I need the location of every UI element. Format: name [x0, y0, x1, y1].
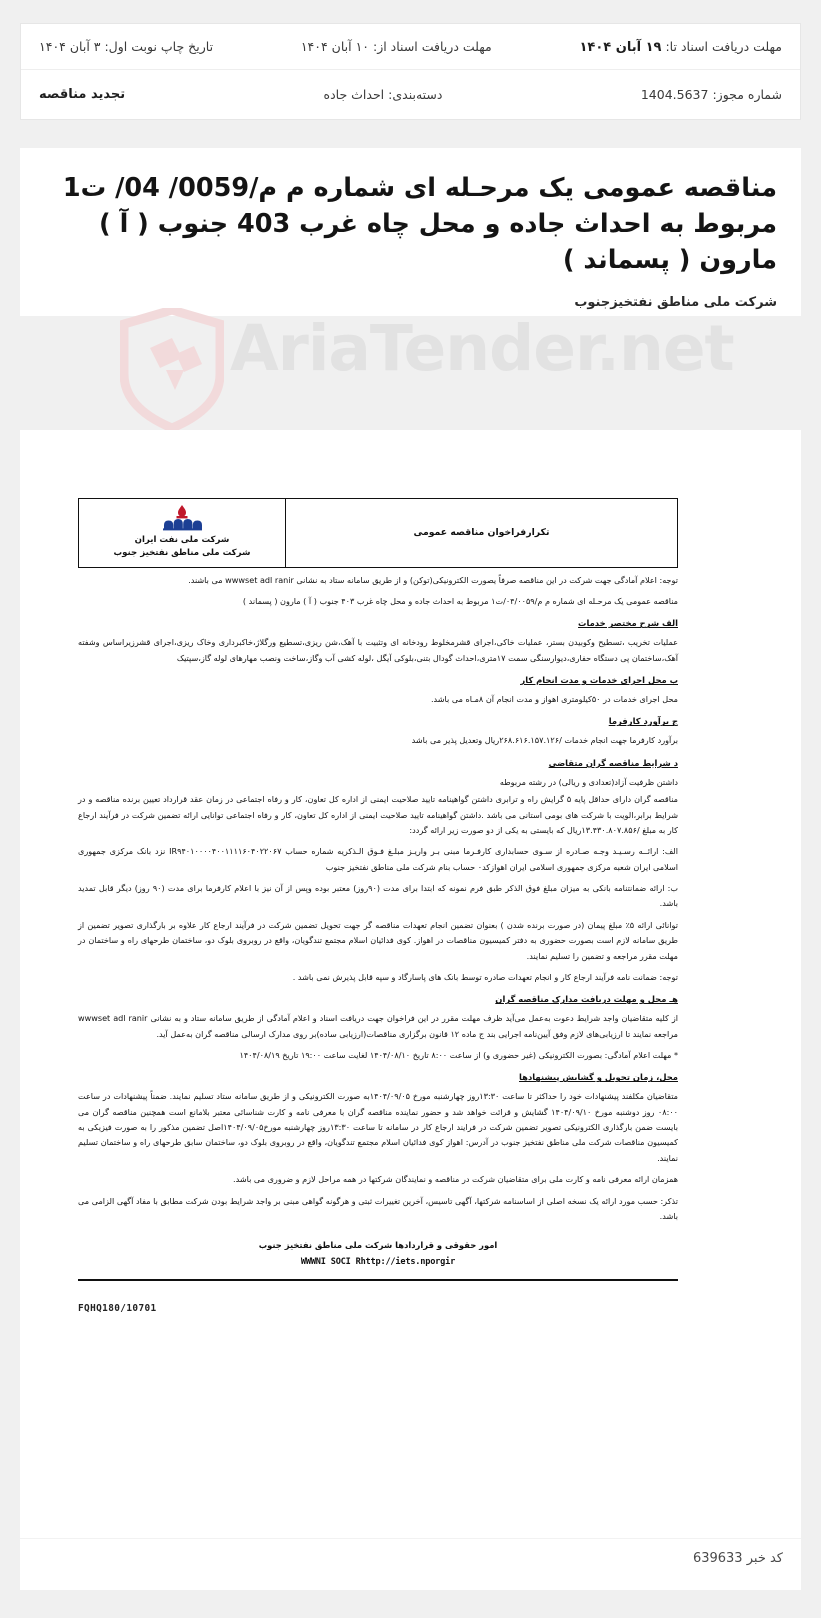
performance-guarantee-text: توانائی ارائه ۵٪ مبلغ پیمان (در صورت برنده شدن ) بعنوان تضمین انجام تعهدات مناقصه گر جهت تحویل تضمین شرکت در فرآیند ارجاع کار علاوه بر بارگذاری تصویر تضمین از طریق سامانه لازم است بصورت حضوری به دفتر کمیسیون مناقصات در اهواز. کوی فدائیان اسلام مجتمع تندگویان، واقع در روبروی بلوک دو، ساختمان طرحهای راه و ساختمان در مهلت مقرر مراجعه و تضمین را تسلیم نمایند.: [78, 919, 678, 961]
readiness-deadline-text: * مهلت اعلام آمادگی: بصورت الکترونیکی (غیر حضوری و) از ساعت ۸:۰۰ تاریخ ۱۴۰۴/۰۸/۱۰ لغایت ساعت ۱۹:۰۰ تاریخ ۱۴۰۴/۰۸/۱۹: [239, 1049, 678, 1060]
guarantee-option-b: ب: ارائه ضمانتنامه بانکی به میزان مبلغ فوق الذکر طبق فرم نمونه که ابتدا برای مدت (۹۰روز) معتبر بوده وپس از آن نیز با اعلام کارفرما برای مدت (۹۰ روز) دیگر قابل تمدید باشد.: [78, 883, 678, 909]
page-title: مناقصه عمومی یک مرحـله ای شماره م م/0059/ 04/ ت1 مربوط به احداث جاده و محل چاه غرب 403 جنوب ( آ ) مارون ( پسماند ): [62, 173, 777, 276]
nioc-logo-icon: [159, 505, 205, 531]
excluded-banks-note: توجه: ضمانت نامه فرآیند ارجاع کار و انجام تعهدات صادره توسط بانک های پاسارگاد و سپه قابل پذیرش نمی باشد .: [292, 971, 678, 982]
company-name-line2: شرکت ملی مناطق نفتخیز جنوب: [113, 548, 251, 559]
print-date-label: تاریخ چاپ نوبت اول:: [104, 39, 214, 54]
documents-invitation-text: از کلیه متقاضیان واجد شرایط دعوت به‌عمل می‌آید ظرف مهلت مقرر در این فراخوان جهت دریافت اسناد و اعلام آمادگی از طریق سامانه ستاد و به نشانی wwwset adl ranir مراجعه نمایند تا ارزیابی‌های لازم وفق آیین‌نامه اجرایی بند ج ماده ۱۲ قانون برگزاری مناقصات(ارزیابی ساده)بر روی مدارک ارسالی مناقصه گران به‌عمل آید.: [78, 1013, 678, 1039]
company-name-line1: شرکت ملی نفت ایران: [134, 535, 230, 545]
docs-until-cell: [579, 39, 782, 55]
tender-subject-line: مناقصه عمومی یک مرحـله ای شماره م م/۰۴/۰۰۵۹/ت۱ مربوط به احداث جاده و محل چاه غرب ۴۰۳ جنوب ( آ ) مارون ( پسماند ): [242, 596, 678, 606]
ariatender-watermark: [110, 306, 734, 418]
condition-free-capacity: داشتن ظرفیت آزاد(تعدادی و ریالی) در رشته مربوطه: [499, 776, 678, 787]
section-heading-services: الف شرح مختصر خدمات: [578, 618, 678, 629]
docs-until-label: مهلت دریافت اسناد تا:: [665, 38, 782, 54]
title-block: [20, 148, 801, 316]
news-code-label: کد خبر: [746, 1551, 783, 1566]
category-value[interactable]: احداث جاده: [323, 87, 385, 102]
docs-until-value: ۱۹ آبان ۱۴۰۴: [579, 39, 662, 55]
guarantee-option-a: الف: ارائــه رسـیـد وجـه صـادره از سـوی حسابداری کارفـرما مبنی بـر واریـز مبلـغ فـوق الـذکریه شماره حساب IR۹۴۰۱۰۰۰۰۴۰۰۱۱۱۱۶۰۴۰۲۲۰۶۷ نزد بانک مرکزی جمهوری اسلامی ایران شعبه مرکزی جمهوری اسلامی ایران اهوازکد۰ حساب بنام شرکت ملی مناطق نفتخیز جنوب: [78, 846, 678, 872]
category-label: دسته‌بندی:: [388, 87, 443, 102]
section-heading-estimate: ج برآورد کارفرما: [608, 716, 678, 727]
id-card-requirement-text: همزمان ارائه معرفی نامه و کارت ملی برای متقاضیان شرکت در مناقصه و نمایندگان شرکتها در همه مراحل لازم و ضروری می باشد.: [233, 1174, 678, 1185]
permit-cell: [641, 87, 782, 102]
news-code: [693, 1551, 783, 1566]
tender-meta-card: [20, 23, 801, 120]
document-header-table: [78, 498, 678, 568]
permit-label: شماره مجوز:: [712, 87, 782, 102]
section-heading-location: ب محل اجرای خدمات و مدت انجام کار: [520, 675, 678, 686]
print-date-cell: [39, 39, 213, 54]
signature-department: امور حقوقی و قراردادها شرکت ملی مناطق نفتخیز جنوب: [258, 1240, 498, 1251]
electronic-participation-note: توجه: اعلام آمادگی جهت شرکت در این مناقصه صرفاً یصورت الکترونیکی(توکن) و از طریق سامانه ستاد به نشانی wwwset adl ranir می باشند.: [188, 574, 678, 585]
meta-row-category: [21, 70, 800, 119]
docs-from-label: مهلت دریافت اسناد از:: [372, 39, 492, 54]
meta-row-dates: [21, 24, 800, 70]
section-heading-documents: هـ محل و مهلت دریافت مدارک مناقصه گران: [495, 994, 678, 1005]
section-estimate-text: برآورد کارفرما جهت انجام خدمات /۲۶۸.۶۱۶.۱۵۷.۱۲۶ریال وتعدیل پذیر می باشد: [411, 735, 678, 746]
print-date-value: ۳ آبان ۱۴۰۴: [39, 39, 101, 54]
section-location-text: محل اجرای خدمات در ۵۰کیلومتری اهواز و مدت انجام آن ۸مـاه می باشد.: [430, 694, 678, 705]
section-heading-conditions: د شرایط مناقصه گران متقاضی: [548, 757, 678, 768]
submission-details-text: متقاضیان مکلفند پیشنهادات خود را حداکثر تا ساعت ۱۳:۳۰روز چهارشنبه مورخ ۱۴۰۴/۰۹/۰۵به صورت الکترونیکی و از طریق سامانه ستاد تسلیم نمایند. ضمناً پیشنهادات در ساعت ۰۸:۰۰ روز دوشنبه مورخ ۱۴۰۴/۰۹/۱۰ گشایش و قرائت خواهد شد و حضور نماینده مناقصه گران با معرفی نامه و کارت شناسائی معتبر بلامانع است همچنین مناقصه گران می بایست ضمن بارگذاری الکترونیکی تصویر تضمین شرکت در فرایند ارجاع کار در سامانه تا ساعت ۱۳:۳۰روز چهارشنبه مورخ۱۴۰۴/۰۹/۰۵اصل تضمین مذکور را به صورت فیزیکی به کمیسیون مناقصات شرکت ملی مناطق نفتخیز جنوب در آدرس: اهواز کوی فدائیان اسلام مجتمع تندگویان، واقع در روبروی بلوک دو، ساختمان سابق طرحهای راه و ساختمان تسلیم نمایند.: [78, 1091, 679, 1163]
docs-from-value: ۱۰ آبان ۱۴۰۴: [300, 39, 369, 54]
organization-name: شرکت ملی مناطق نفتخیزجنوب: [574, 294, 777, 310]
watermark-brand-main: AriaTender: [230, 312, 597, 385]
signature-url[interactable]: WWWNI SOCI Rhttp://iets.nporgir: [300, 1257, 456, 1268]
shield-logo-icon: [120, 308, 224, 430]
condition-qualification: مناقصه گران دارای حداقل پایه ۵ گرایش راه و ترابری داشتن گواهینامه تایید صلاحیت ایمنی از اداره کل تعاون، کار و رفاه اجتماعی در زمان عقد قرارداد تعیین برنده مناقصه و در شرایط برابر،الویت با شرکت های بومی استانی می باشد .داشتن گواهینامه تایید صلاحیت ایمنی از اداره کل تعاون، کار و رفاه اجتماعی توانایی ارائه تضمین شرکت در فرآیند ارجاع کار به مبلغ /۱۳.۴۳۰.۸۰۷.۸۵۶ریال که بایستی به یکی از دو صورت زیر ارائه گردد:: [78, 794, 678, 835]
signature-block: [78, 1238, 678, 1270]
permit-value: 1404.5637: [640, 87, 709, 102]
watermark-brand-suffix: .net: [596, 312, 734, 385]
header-title-cell: [286, 499, 678, 568]
docs-from-cell: [301, 39, 492, 54]
section-services-text: عملیات تخریب ،تسطیح وکوبیدن بستر، عملیات خاکی،اجرای قشرمخلوط رودخانه ای وتثبیت با آهک،شن ریزی،تسطیع ورگلاژ،خاکبرداری وخاک ریزی،اجرای قشرزیراساس وشفته آهک،ساختمان پی دستگاه حفاری،دیوارسنگی سمت ۱۷متری،احداث گودال بتنی،بلوکی آیگل ،لوله کشی آب وگاز،ساخت ونصب مهارهای لوله گاز،سپتیک: [78, 637, 678, 663]
header-logo-cell: [79, 499, 286, 568]
news-code-value: 639633: [692, 1551, 743, 1566]
document-bottom-rule: [78, 1279, 678, 1281]
category-cell[interactable]: [324, 87, 443, 102]
scanned-document-sheet: [20, 430, 801, 1538]
section-heading-submission: محل، زمان تحویل و گشایش پیشنهادها: [519, 1072, 678, 1083]
news-code-card: [20, 1538, 801, 1590]
document-body: [78, 498, 678, 1314]
status-badge: تجدید مناقصه: [39, 87, 126, 102]
company-documents-note: تذکر: حسب مورد ارائه یک نسخه اصلی از اساسنامه شرکتها، آگهی تاسیس، آخرین تغییرات ثبتی و هرگونه گواهی مبنی بر واجد شرایط بودن شرکت مطابق با مفاد آگهی الزامی می باشد.: [78, 1195, 678, 1221]
watermark-brand: [230, 312, 734, 385]
document-header-title: تکرارفراخوان مناقصه عمومی: [413, 527, 550, 539]
table-row: [79, 499, 678, 568]
document-reference-code: FQHQ180/10701: [78, 1302, 157, 1314]
